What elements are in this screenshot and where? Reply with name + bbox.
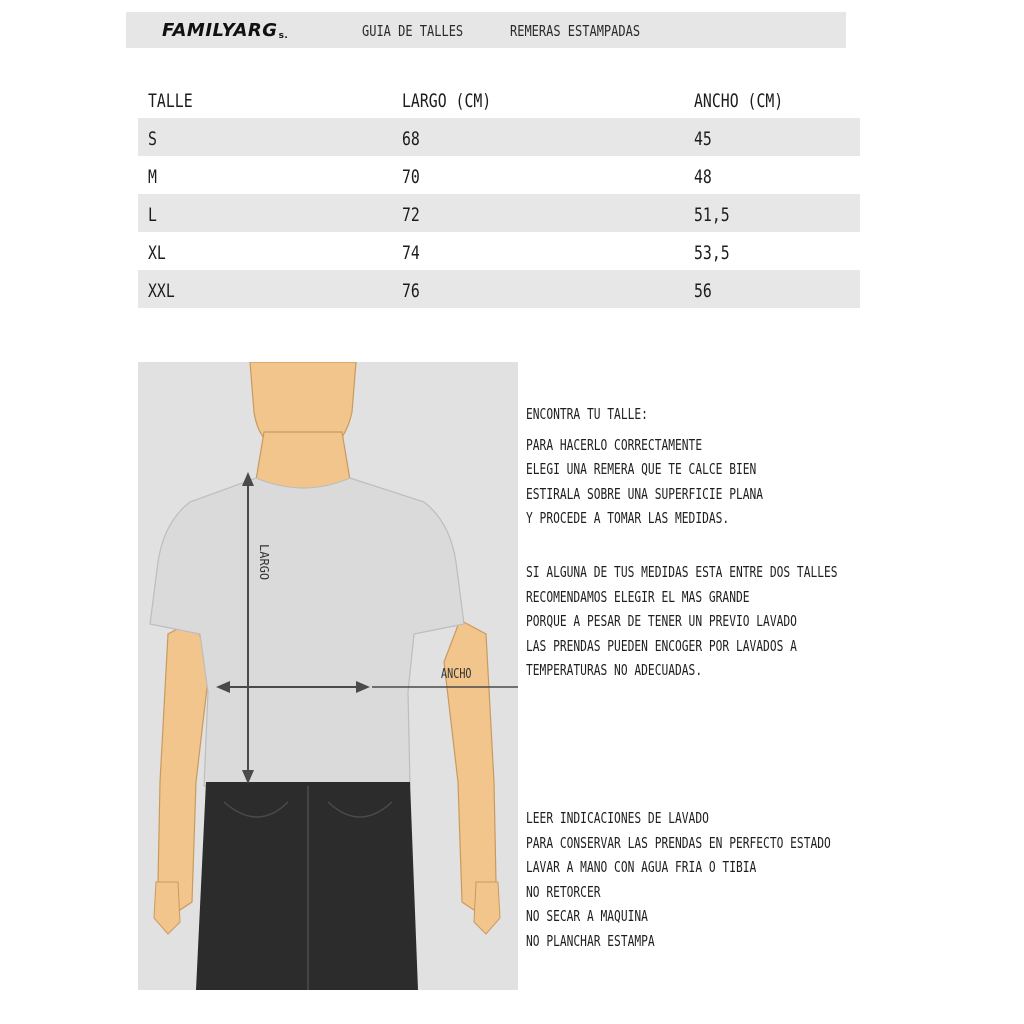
largo-cell: 76 [402,280,420,302]
header-ancho: ANCHO (CM) [694,90,784,112]
table-row [138,156,860,194]
header-talle: TALLE [148,90,193,112]
instruction-line: NO PLANCHAR ESTAMPA [526,931,655,950]
find-title: ENCONTRA TU TALLE: [526,405,648,423]
instruction-line: ELEGI UNA REMERA QUE TE CALCE BIEN [526,460,757,478]
instruction-line: LAS PRENDAS PUEDEN ENCOGER POR LAVADOS A [526,636,797,655]
size-cell: XL [148,242,166,264]
table-row [138,194,860,232]
left-hand [154,882,180,934]
largo-label: LARGO [257,544,271,581]
brand-logo [162,20,288,41]
brand-name: FAMILYARG [162,20,278,41]
size-cell: XXL [148,280,175,302]
largo-cell: 74 [402,242,420,264]
largo-cell: 70 [402,166,420,188]
instruction-line: NO SECAR A MAQUINA [526,907,648,925]
right-arm [444,620,496,914]
size-advice-block [526,560,946,683]
washing-block [526,806,946,953]
table-row [138,118,860,156]
largo-cell: 72 [402,204,420,226]
find-size-block [526,402,946,531]
instruction-line: SI ALGUNA DE TUS MEDIDAS ESTA ENTRE DOS TALLES [526,563,838,581]
size-cell: M [148,166,157,188]
instruction-line: NO RETORCER [526,882,601,901]
table-header-row [138,80,860,118]
brand-suffix: s. [278,31,289,41]
ancho-cell: 51,5 [694,204,730,226]
size-cell: S [148,128,157,150]
instruction-line: ESTIRALA SOBRE UNA SUPERFICIE PLANA [526,484,764,503]
wash-title: LEER INDICACIONES DE LAVADO [526,809,709,827]
instruction-line: TEMPERATURAS NO ADECUADAS. [526,661,703,679]
guide-title: GUIA DE TALLES [362,22,464,40]
table-row [138,270,860,308]
ancho-cell: 53,5 [694,242,730,264]
ancho-cell: 45 [694,128,712,150]
instruction-line: LAVAR A MANO CON AGUA FRIA O TIBIA [526,858,757,876]
neck [256,432,350,489]
instruction-line: RECOMENDAMOS ELEGIR EL MAS GRANDE [526,587,750,606]
header-bar [126,12,846,48]
ancho-label: ANCHO [441,667,472,682]
header-largo: LARGO (CM) [402,90,492,112]
instruction-line: PARA HACERLO CORRECTAMENTE [526,435,703,454]
right-hand [474,882,500,934]
size-cell: L [148,204,157,226]
instruction-line: PORQUE A PESAR DE TENER UN PREVIO LAVADO [526,612,797,630]
ancho-cell: 48 [694,166,712,188]
product-title: REMERAS ESTAMPADAS [510,22,641,40]
instruction-line: PARA CONSERVAR LAS PRENDAS EN PERFECTO ESTADO [526,833,831,852]
largo-cell: 68 [402,128,420,150]
table-row [138,232,860,270]
ancho-cell: 56 [694,280,712,302]
size-table [138,80,860,308]
instruction-line: Y PROCEDE A TOMAR LAS MEDIDAS. [526,509,730,527]
